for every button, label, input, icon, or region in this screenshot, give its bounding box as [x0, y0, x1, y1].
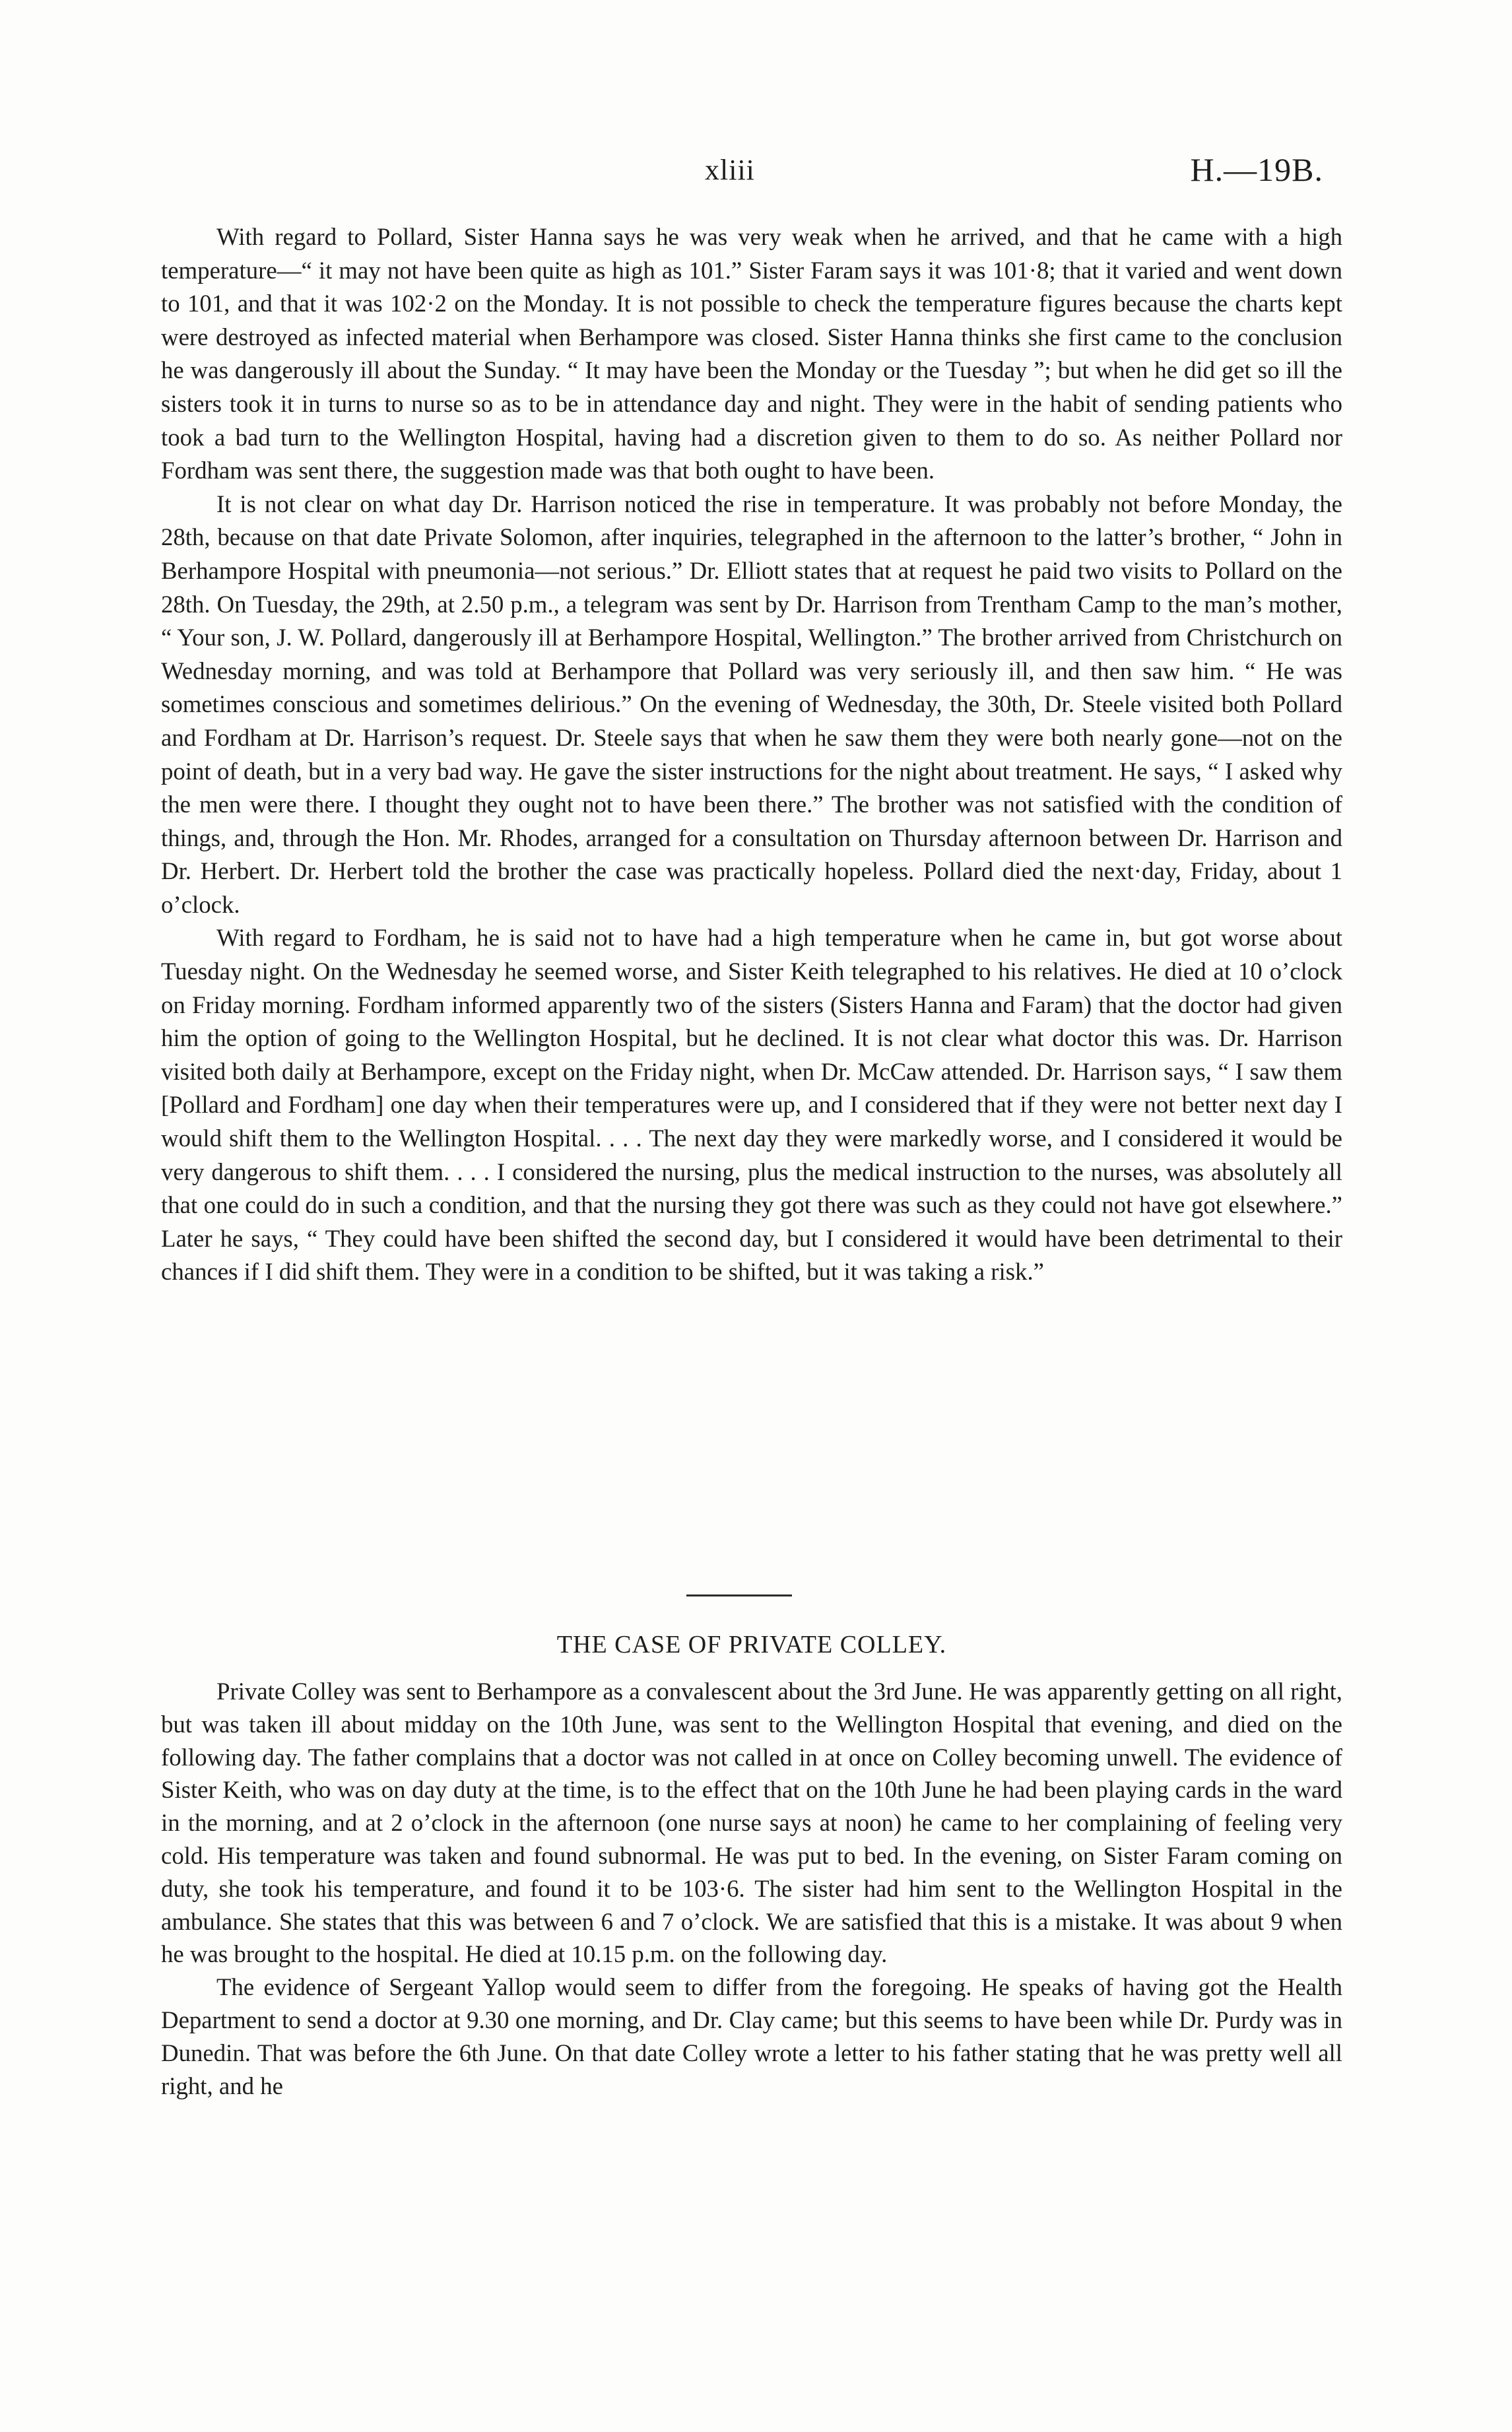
paragraph-pollard-2: It is not clear on what day Dr. Harrison noticed the rise in temperature. It was probably not before Monday, the 28th, because on that date Private Solomon, after inquiries, telegraphed in the afternoon to the latter’s brother, “ John in Berhampore Hospital with pneumonia—not serious.” Dr. Elliott states that at request he paid two visits to Pollard on the 28th. On Tuesday, the 29th, at 2.50 p.m., a telegram was sent by Dr. Harrison from Trentham Camp to the man’s mother, “ Your son, J. W. Pollard, dangerously ill at Berhampore Hospital, Wellington.” The brother arrived from Christchurch on Wednesday morning, and was told at Berhampore that Pollard was very seriously ill, and then saw him. “ He was sometimes conscious and sometimes delirious.” On the evening of Wednesday, the 30th, Dr. Steele visited both Pollard and Fordham at Dr. Harrison’s request. Dr. Steele says that when he saw them they were both nearly gone—not on the point of death, but in a very bad way. He gave the sister instructions for the night about treatment. He says, “ I asked why the men were there. I thought they ought not to have been there.” The brother was not satisfied with the condition of things, and, through the Hon. Mr. Rhodes, arranged for a consultation on Thursday afternoon between Dr. Harrison and Dr. Herbert. Dr. Herbert told the brother the case was practically hopeless. Pollard died the next·day, Friday, about 1 o’clock.: [161, 490, 1342, 918]
pollard-section: [161, 220, 1342, 1289]
section-divider: [686, 1594, 792, 1596]
page-number: xliii: [705, 154, 755, 186]
paper-reference: H.—19B.: [1190, 151, 1323, 188]
colley-section: [161, 1675, 1342, 2102]
paragraph-colley-1: Private Colley was sent to Berhampore as a convalescent about the 3rd June. He was apparently getting on all right, but was taken ill about midday on the 10th June, was sent to the Wellington Hospital that evening, and died on the following day. The father complains that a doctor was not called in at once on Colley becoming unwell. The evidence of Sister Keith, who was on day duty at the time, is to the effect that on the 10th June he had been playing cards in the ward in the morning, and at 2 o’clock in the afternoon (one nurse says at noon) he came to her complaining of feeling very cold. His temperature was taken and found subnormal. He was put to bed. In the evening, on Sister Faram coming on duty, she took his temperature, and found it to be 103·6. The sister had him sent to the Wellington Hospital in the ambulance. She states that this was between 6 and 7 o’clock. We are satisfied that this is a mistake. It was about 9 when he was brought to the hospital. He died at 10.15 p.m. on the following day.: [161, 1678, 1342, 1968]
paragraph-pollard-1: With regard to Pollard, Sister Hanna says he was very weak when he arrived, and that he came with a high temperature—“ it may not have been quite as high as 101.” Sister Faram says it was 101·8; that it varied and went down to 101, and that it was 102·2 on the Monday. It is not possible to check the temperature figures because the charts kept were destroyed as infected material when Berhampore was closed. Sister Hanna thinks she first came to the conclusion he was dangerously ill about the Sunday. “ It may have been the Monday or the Tuesday ”; but when he did get so ill the sisters took it in turns to nurse so as to be in attendance day and night. They were in the habit of sending patients who took a bad turn to the Wellington Hospital, having had a discretion given to them to do so. As neither Pollard nor Fordham was sent there, the suggestion made was that both ought to have been.: [161, 223, 1342, 484]
paragraph-colley-2: The evidence of Sergeant Yallop would seem to differ from the foregoing. He speaks of having got the Health Department to send a doctor at 9.30 one morning, and Dr. Clay came; but this seems to have been while Dr. Purdy was in Dunedin. That was before the 6th June. On that date Colley wrote a letter to his father stating that he was pretty well all right, and he: [161, 1973, 1342, 2099]
section-heading-colley: THE CASE OF PRIVATE COLLEY.: [556, 1631, 947, 1659]
paragraph-fordham: With regard to Fordham, he is said not to have had a high temperature when he came in, but got worse about Tuesday night. On the Wednesday he seemed worse, and Sister Keith telegraphed to his relatives. He died at 10 o’clock on Friday morning. Fordham informed apparently two of the sisters (Sisters Hanna and Faram) that the doctor had given him the option of going to the Wellington Hospital, but he declined. It is not clear what doctor this was. Dr. Harrison visited both daily at Berhampore, except on the Friday night, when Dr. McCaw attended. Dr. Harrison says, “ I saw them [Pollard and Fordham] one day when their temperatures were up, and I considered that if they were not better next day I would shift them to the Wellington Hospital. . . . The next day they were markedly worse, and I considered it would be very dangerous to shift them. . . . I considered the nursing, plus the medical instruction to the nurses, was absolutely all that one could do in such a condition, and that the nursing they got there was such as they could not have got elsewhere.” Later he says, “ They could have been shifted the second day, but I considered it would have been detrimental to their chances if I did shift them. They were in a condition to be shifted, but it was taking a risk.”: [161, 924, 1342, 1286]
